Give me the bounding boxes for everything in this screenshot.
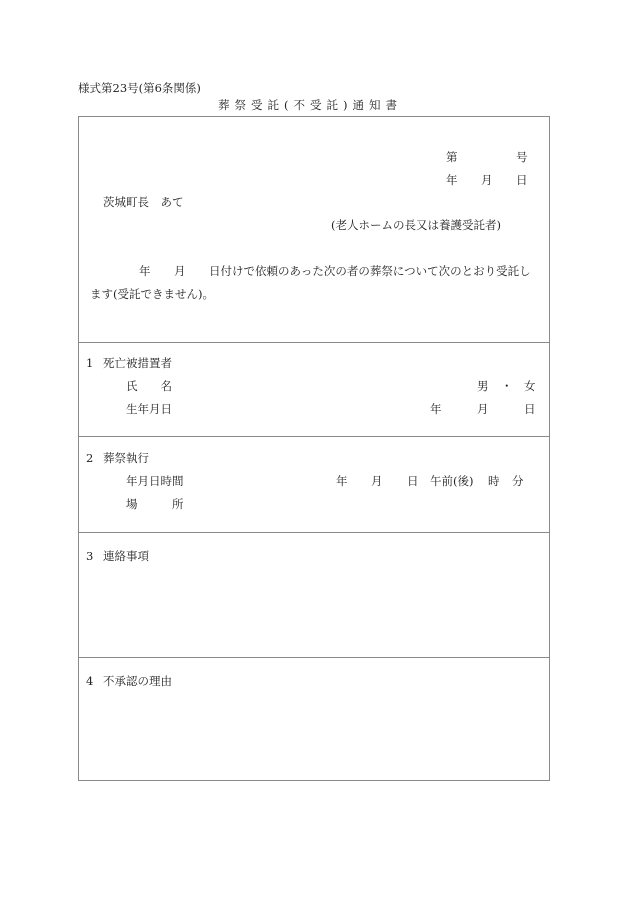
notice-number-prefix: 第 bbox=[446, 150, 458, 164]
dt-minute: 分 bbox=[512, 474, 524, 488]
document-title: 葬祭受託(不受託)通知書 bbox=[218, 98, 402, 112]
dt-year: 年 bbox=[336, 474, 348, 488]
dob-label: 生年月日 bbox=[126, 402, 172, 416]
dt-month: 月 bbox=[371, 474, 383, 488]
dt-ampm: 午前(後) bbox=[430, 474, 474, 488]
dob-month: 月 bbox=[477, 402, 489, 416]
form-number: 様式第23号(第6条関係) bbox=[78, 81, 201, 95]
name-label: 氏 名 bbox=[126, 379, 172, 393]
notice-date-year: 年 bbox=[446, 173, 458, 187]
dob-year: 年 bbox=[430, 402, 442, 416]
sex-separator: ・ bbox=[501, 379, 513, 393]
sender-label: (老人ホームの長又は養護受託者) bbox=[331, 218, 501, 232]
section2-number: 2 bbox=[86, 451, 94, 465]
notice-number-suffix: 号 bbox=[516, 150, 528, 164]
notice-date-day: 日 bbox=[516, 173, 528, 187]
section3-number: 3 bbox=[86, 549, 94, 563]
sex-female: 女 bbox=[524, 379, 536, 393]
section-divider-1 bbox=[79, 342, 549, 343]
body-year: 年 bbox=[139, 264, 151, 278]
body-line-2: ます(受託できません)。 bbox=[90, 287, 214, 301]
addressee: 茨城町長 あて bbox=[103, 195, 184, 209]
body-month: 月 bbox=[174, 264, 186, 278]
dt-day: 日 bbox=[407, 474, 419, 488]
section-divider-4 bbox=[79, 657, 549, 658]
section4-heading: 不承認の理由 bbox=[103, 674, 172, 688]
place-label: 場 所 bbox=[126, 497, 184, 511]
section2-heading: 葬祭執行 bbox=[103, 451, 149, 465]
section3-heading: 連絡事項 bbox=[103, 549, 149, 563]
section-divider-3 bbox=[79, 532, 549, 533]
section1-heading: 死亡被措置者 bbox=[103, 356, 172, 370]
body-line-1: 日付けで依頼のあった次の者の葬祭について次のとおり受託し bbox=[209, 264, 531, 278]
section1-number: 1 bbox=[86, 356, 94, 370]
section-divider-2 bbox=[79, 436, 549, 437]
notice-date-month: 月 bbox=[481, 173, 493, 187]
section4-number: 4 bbox=[86, 674, 94, 688]
dob-day: 日 bbox=[524, 402, 536, 416]
dt-hour: 時 bbox=[488, 474, 500, 488]
datetime-label: 年月日時間 bbox=[126, 474, 184, 488]
sex-male: 男 bbox=[477, 379, 489, 393]
